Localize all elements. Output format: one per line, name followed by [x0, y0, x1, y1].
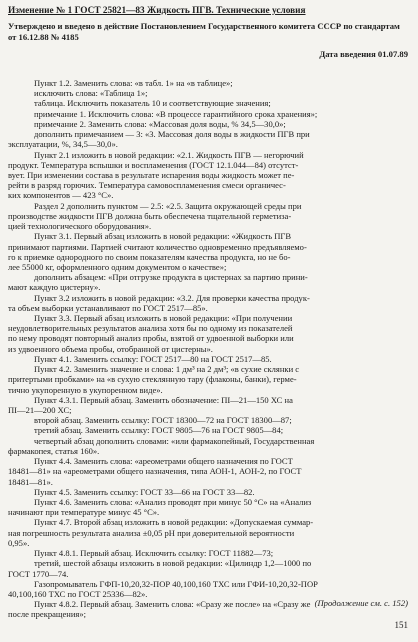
text-line: та объем выборки устанавливают по ГОСТ 2517—85».: [8, 302, 208, 313]
text-line: фармакопея, статья 160».: [8, 445, 100, 456]
text-line: Газопромыватель ГФП-10,20,32-ПОР 40,100,160 ТХС или ГФИ-10,20,32-ПОР: [34, 578, 318, 589]
text-line: Пункт 4.2. Заменить значение и слова: 1 дм³ на 2 дм³; «в сухие склянки с: [34, 364, 300, 375]
text-line: таблица. Исключить показатель 10 и соответствующие значения;: [34, 98, 271, 109]
text-line: вует. При изменении состава в результате испарения воды жидкость может пе-: [8, 169, 295, 180]
continuation-note: (Продолжение см. с. 152): [314, 598, 408, 608]
text-line: третий абзац. Заменить ссылку: ГОСТ 9805—76 на ГОСТ 9805—84;: [34, 425, 284, 436]
text-line: Пункт 4.3.1. Первый абзац. Заменить обозначение: ПI—21—150 ХС на: [34, 394, 293, 405]
text-line: эксплуатации, %, 34,5—30,0».: [8, 139, 118, 150]
text-line: Пункт 4.7. Второй абзац изложить в новой редакции: «Допускаемая суммар-: [34, 517, 314, 528]
text-line: ГОСТ 1770—74.: [8, 568, 69, 579]
text-line: Раздел 2 дополнить пунктом — 2.5: «2.5. Защита окружающей среды при: [34, 200, 302, 211]
text-line: второй абзац. Заменить ссылку: ГОСТ 18300—72 на ГОСТ 18300—87;: [34, 415, 292, 426]
text-line: принимают партиями. Партией считают количество одновременно предъявляемо-: [8, 241, 307, 252]
text-line: исключить слова: «Таблица 1»;: [34, 88, 148, 99]
text-line: Пункт 4.8.1. Первый абзац. Исключить ссылку: ГОСТ 11882—73;: [34, 548, 274, 559]
text-line: Пункт 3.3. Первый абзац изложить в новой редакции: «При получении: [34, 313, 293, 324]
approval-statement: Утверждено и введено в действие Постановлением Государственного комитета СССР по стандартам от 16.12.88 № 4185: [8, 21, 400, 42]
text-line: дополнить абзацем: «При отгрузке продукта в цистернах за партию прини-: [34, 272, 308, 283]
text-line: производстве жидкости ПГВ должна быть обеспечена тщательной герметиза-: [8, 210, 292, 221]
text-line: продукт. Температура вспышки и воспламенения (ГОСТ 12.1.044—84) отсутст-: [8, 159, 299, 170]
text-line: ких компонентов — 423 °С».: [8, 190, 114, 201]
text-line: из удвоенного объема пробы, отобранной от цистерны».: [8, 343, 213, 354]
text-line: Пункт 4.6. Заменить слова: «Анализ проводят при минус 50 °С» на «Анализ: [34, 496, 312, 507]
text-line: дополнить примечанием — 3: «3. Массовая доля воды в жидкости ПГВ при: [34, 129, 310, 140]
text-line: цией технологического оборудования».: [8, 221, 152, 232]
text-line: Пункт 1.2. Заменить слова: «в табл. 1» на «в таблице»;: [34, 78, 233, 88]
text-line: начинают при температуре минус 45 °С».: [8, 507, 160, 518]
effective-date: Дата введения 01.07.89: [319, 49, 408, 59]
text-line: после прекращения»;: [8, 609, 87, 620]
text-line: Пункт 4.1. Заменить ссылку: ГОСТ 2517—80 на ГОСТ 2517—85.: [34, 353, 272, 364]
text-line: Пункт 2.1 изложить в новой редакции: «2.1. Жидкость ПГВ — негорючий: [34, 149, 304, 160]
text-line: Пункт 4.8.2. Первый абзац. Заменить слова: «Сразу же после» на «Сразу же: [34, 599, 311, 610]
text-line: го к приемке однородного по своим показателям качества продукта, но не бо-: [8, 251, 291, 262]
page-number: 151: [394, 620, 408, 630]
text-line: мают каждую цистерну».: [8, 282, 101, 293]
document-body: [8, 78, 410, 620]
text-line: лее 55000 кг, оформленного одним документом о качестве»;: [8, 261, 227, 272]
text-line: 40,100,160 ТХС по ГОСТ 25336—82».: [8, 588, 148, 599]
text-line: третий, шестой абзацы изложить в новой редакции: «Цилиндр 1,2—1000 по: [34, 558, 312, 569]
text-line: 18481—81».: [8, 476, 53, 487]
text-line: 0,95».: [8, 537, 30, 548]
text-line: четвертый абзац дополнить словами: «или фармакопейный, Государственная: [34, 435, 315, 446]
text-line: рейти в разряд горючих. Температура самовоспламенения смеси органичес-: [8, 180, 286, 191]
text-line: притертыми пробками» на «в сухую стеклянную тару (флаконы, банки), герме-: [8, 374, 297, 385]
text-line: неудовлетворительных результатов анализа хотя бы по одному из показателей: [8, 323, 293, 334]
text-line: ная погрешность результата анализа ±0,05 pH при доверительной вероятности: [8, 527, 295, 538]
text-line: Пункт 4.4. Заменить слова: «ареометрами общего назначения по ГОСТ: [34, 456, 293, 467]
text-line: примечание 2. Заменить слова: «Массовая доля воды, % 34,5—30,0»;: [34, 118, 286, 129]
text-line: Пункт 3.2 изложить в новой редакции: «3.2. Для проверки качества продук-: [34, 292, 310, 303]
text-line: ПI—21—200 ХС;: [8, 405, 72, 415]
text-line: по нему проводят повторный анализ пробы, взятой от удвоенной выборки или: [8, 333, 294, 344]
text-line: тично укупоренную в укупоренном виде».: [8, 384, 163, 395]
text-line: Пункт 3.1. Первый абзац изложить в новой редакции: «Жидкость ПГВ: [34, 231, 292, 242]
text-line: 18481—81» на «ареометрами общего назначения, типа АОН-1, АОН-2, по ГОСТ: [8, 466, 302, 477]
change-title: Изменение № 1 ГОСТ 25821—83 Жидкость ПГВ. Технические условия: [8, 6, 306, 16]
text-line: примечание 1. Исключить слова: «В процессе гарантийного срока хранения»;: [34, 108, 318, 119]
text-line: Пункт 4.5. Заменить ссылку: ГОСТ 33—66 на ГОСТ 33—82.: [34, 486, 255, 497]
